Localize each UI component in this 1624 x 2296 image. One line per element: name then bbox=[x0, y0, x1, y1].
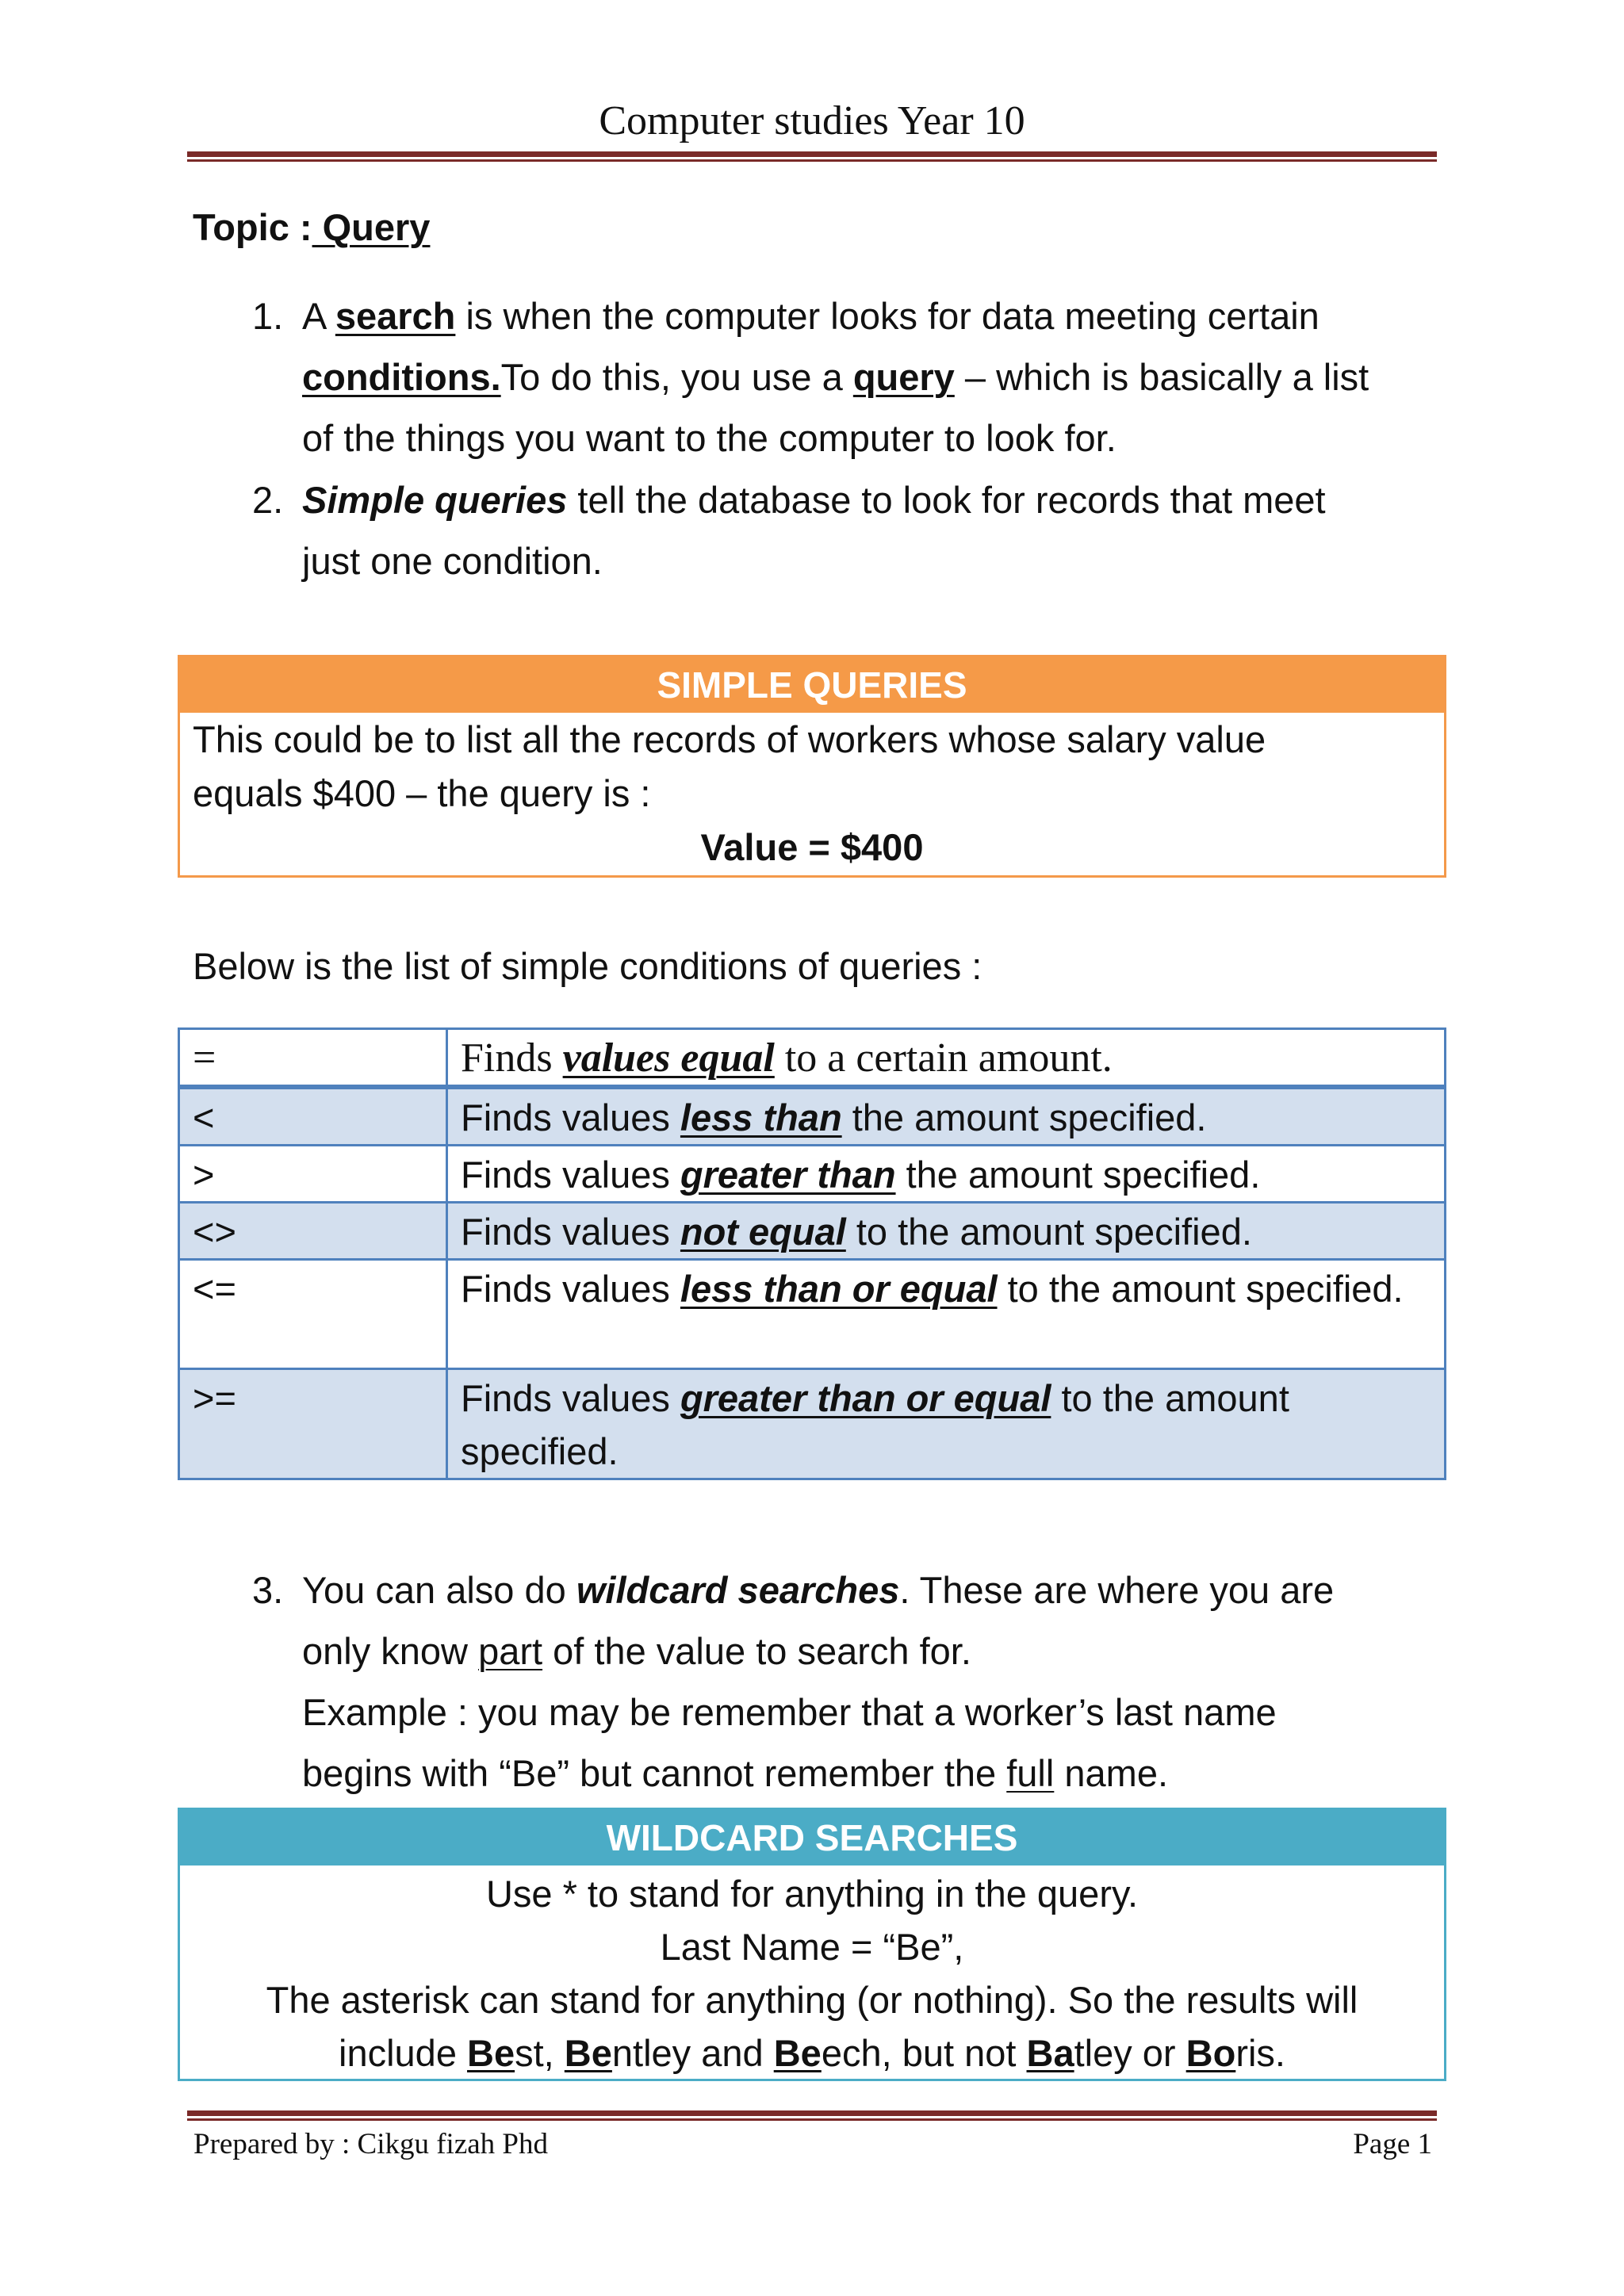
term-conditions: conditions. bbox=[302, 356, 501, 398]
page-footer bbox=[193, 2125, 1432, 2164]
topic-line bbox=[193, 200, 430, 255]
item-line: A search is when the computer looks for data meeting certain bbox=[302, 295, 1320, 337]
operator-cell: <= bbox=[179, 1260, 447, 1369]
term-full: full bbox=[1006, 1752, 1055, 1794]
topic-value: Query bbox=[312, 206, 431, 248]
operator-cell: > bbox=[179, 1146, 447, 1203]
topic-label: Topic : bbox=[193, 206, 312, 248]
item-line: only know part of the value to search for. bbox=[302, 1630, 971, 1672]
description-cell: Finds values greater than or equal to the amount specified. bbox=[447, 1369, 1446, 1479]
description-cell: Finds values equal to a certain amount. bbox=[447, 1029, 1446, 1088]
example-prefix: Be bbox=[773, 2032, 822, 2074]
box-text-line: The asterisk can stand for anything (or nothing). So the results will bbox=[266, 1979, 1358, 2021]
term-search: search bbox=[335, 295, 456, 337]
item-line: of the things you want to the computer to look for. bbox=[302, 417, 1116, 459]
example-prefix: Bo bbox=[1185, 2032, 1236, 2074]
footer-author: Prepared by : Cikgu fizah Phd bbox=[193, 2128, 548, 2160]
list-intro-text: Below is the list of simple conditions of queries : bbox=[193, 945, 982, 987]
operators-table bbox=[178, 1027, 1446, 1480]
description-cell: Finds values greater than the amount specified. bbox=[447, 1146, 1446, 1203]
list-number: 2. bbox=[252, 479, 284, 521]
query-formula: Value = $400 bbox=[700, 826, 924, 868]
operator-cell: >= bbox=[179, 1369, 447, 1479]
simple-queries-box bbox=[178, 655, 1446, 878]
table-row bbox=[179, 1369, 1446, 1479]
table-row bbox=[179, 1260, 1446, 1369]
box-text-line: Use * to stand for anything in the query. bbox=[485, 1873, 1139, 1915]
item-line: conditions.To do this, you use a query – which is basically a list bbox=[302, 356, 1369, 398]
box-text-line: include Best, Bentley and Beech, but not Batley or Boris. bbox=[339, 2032, 1285, 2074]
header-rule bbox=[187, 151, 1437, 162]
example-prefix: Be bbox=[564, 2032, 612, 2074]
operator-cell: = bbox=[179, 1029, 447, 1088]
list-number: 3. bbox=[252, 1569, 284, 1611]
page-header-title: Computer studies Year 10 bbox=[599, 98, 1025, 144]
table-row bbox=[179, 1146, 1446, 1203]
table-row bbox=[179, 1087, 1446, 1146]
item-line: begins with “Be” but cannot remember the full name. bbox=[302, 1752, 1169, 1794]
example-prefix: Ba bbox=[1026, 2032, 1074, 2074]
list-number: 1. bbox=[252, 295, 284, 337]
wildcard-searches-heading: WILDCARD SEARCHES bbox=[180, 1810, 1444, 1866]
box-text-line: This could be to list all the records of workers whose salary value bbox=[193, 718, 1266, 760]
footer-rule bbox=[187, 2110, 1437, 2121]
simple-queries-heading: SIMPLE QUERIES bbox=[180, 657, 1444, 713]
description-cell: Finds values less than or equal to the amount specified. bbox=[447, 1260, 1446, 1369]
box-text-line: equals $400 – the query is : bbox=[193, 772, 651, 814]
item-line: Example : you may be remember that a worker’s last name bbox=[302, 1691, 1277, 1733]
description-cell: Finds values less than the amount specified. bbox=[447, 1087, 1446, 1146]
table-row bbox=[179, 1029, 1446, 1088]
operator-cell: < bbox=[179, 1087, 447, 1146]
term-wildcard-searches: wildcard searches bbox=[576, 1569, 900, 1611]
item-line: just one condition. bbox=[302, 540, 603, 582]
operator-cell: <> bbox=[179, 1203, 447, 1260]
item-line: You can also do wildcard searches. These are where you are bbox=[302, 1569, 1335, 1611]
example-prefix: Be bbox=[467, 2032, 515, 2074]
page-number: Page 1 bbox=[1353, 2128, 1432, 2160]
table-row bbox=[179, 1203, 1446, 1260]
term-simple-queries: Simple queries bbox=[302, 479, 568, 521]
description-cell: Finds values not equal to the amount specified. bbox=[447, 1203, 1446, 1260]
wildcard-searches-box bbox=[178, 1808, 1446, 2081]
item-line: Simple queries tell the database to look for records that meet bbox=[302, 479, 1326, 521]
term-part: part bbox=[478, 1630, 543, 1672]
box-text-line: Last Name = “Be”, bbox=[660, 1926, 964, 1968]
term-query: query bbox=[852, 356, 955, 398]
